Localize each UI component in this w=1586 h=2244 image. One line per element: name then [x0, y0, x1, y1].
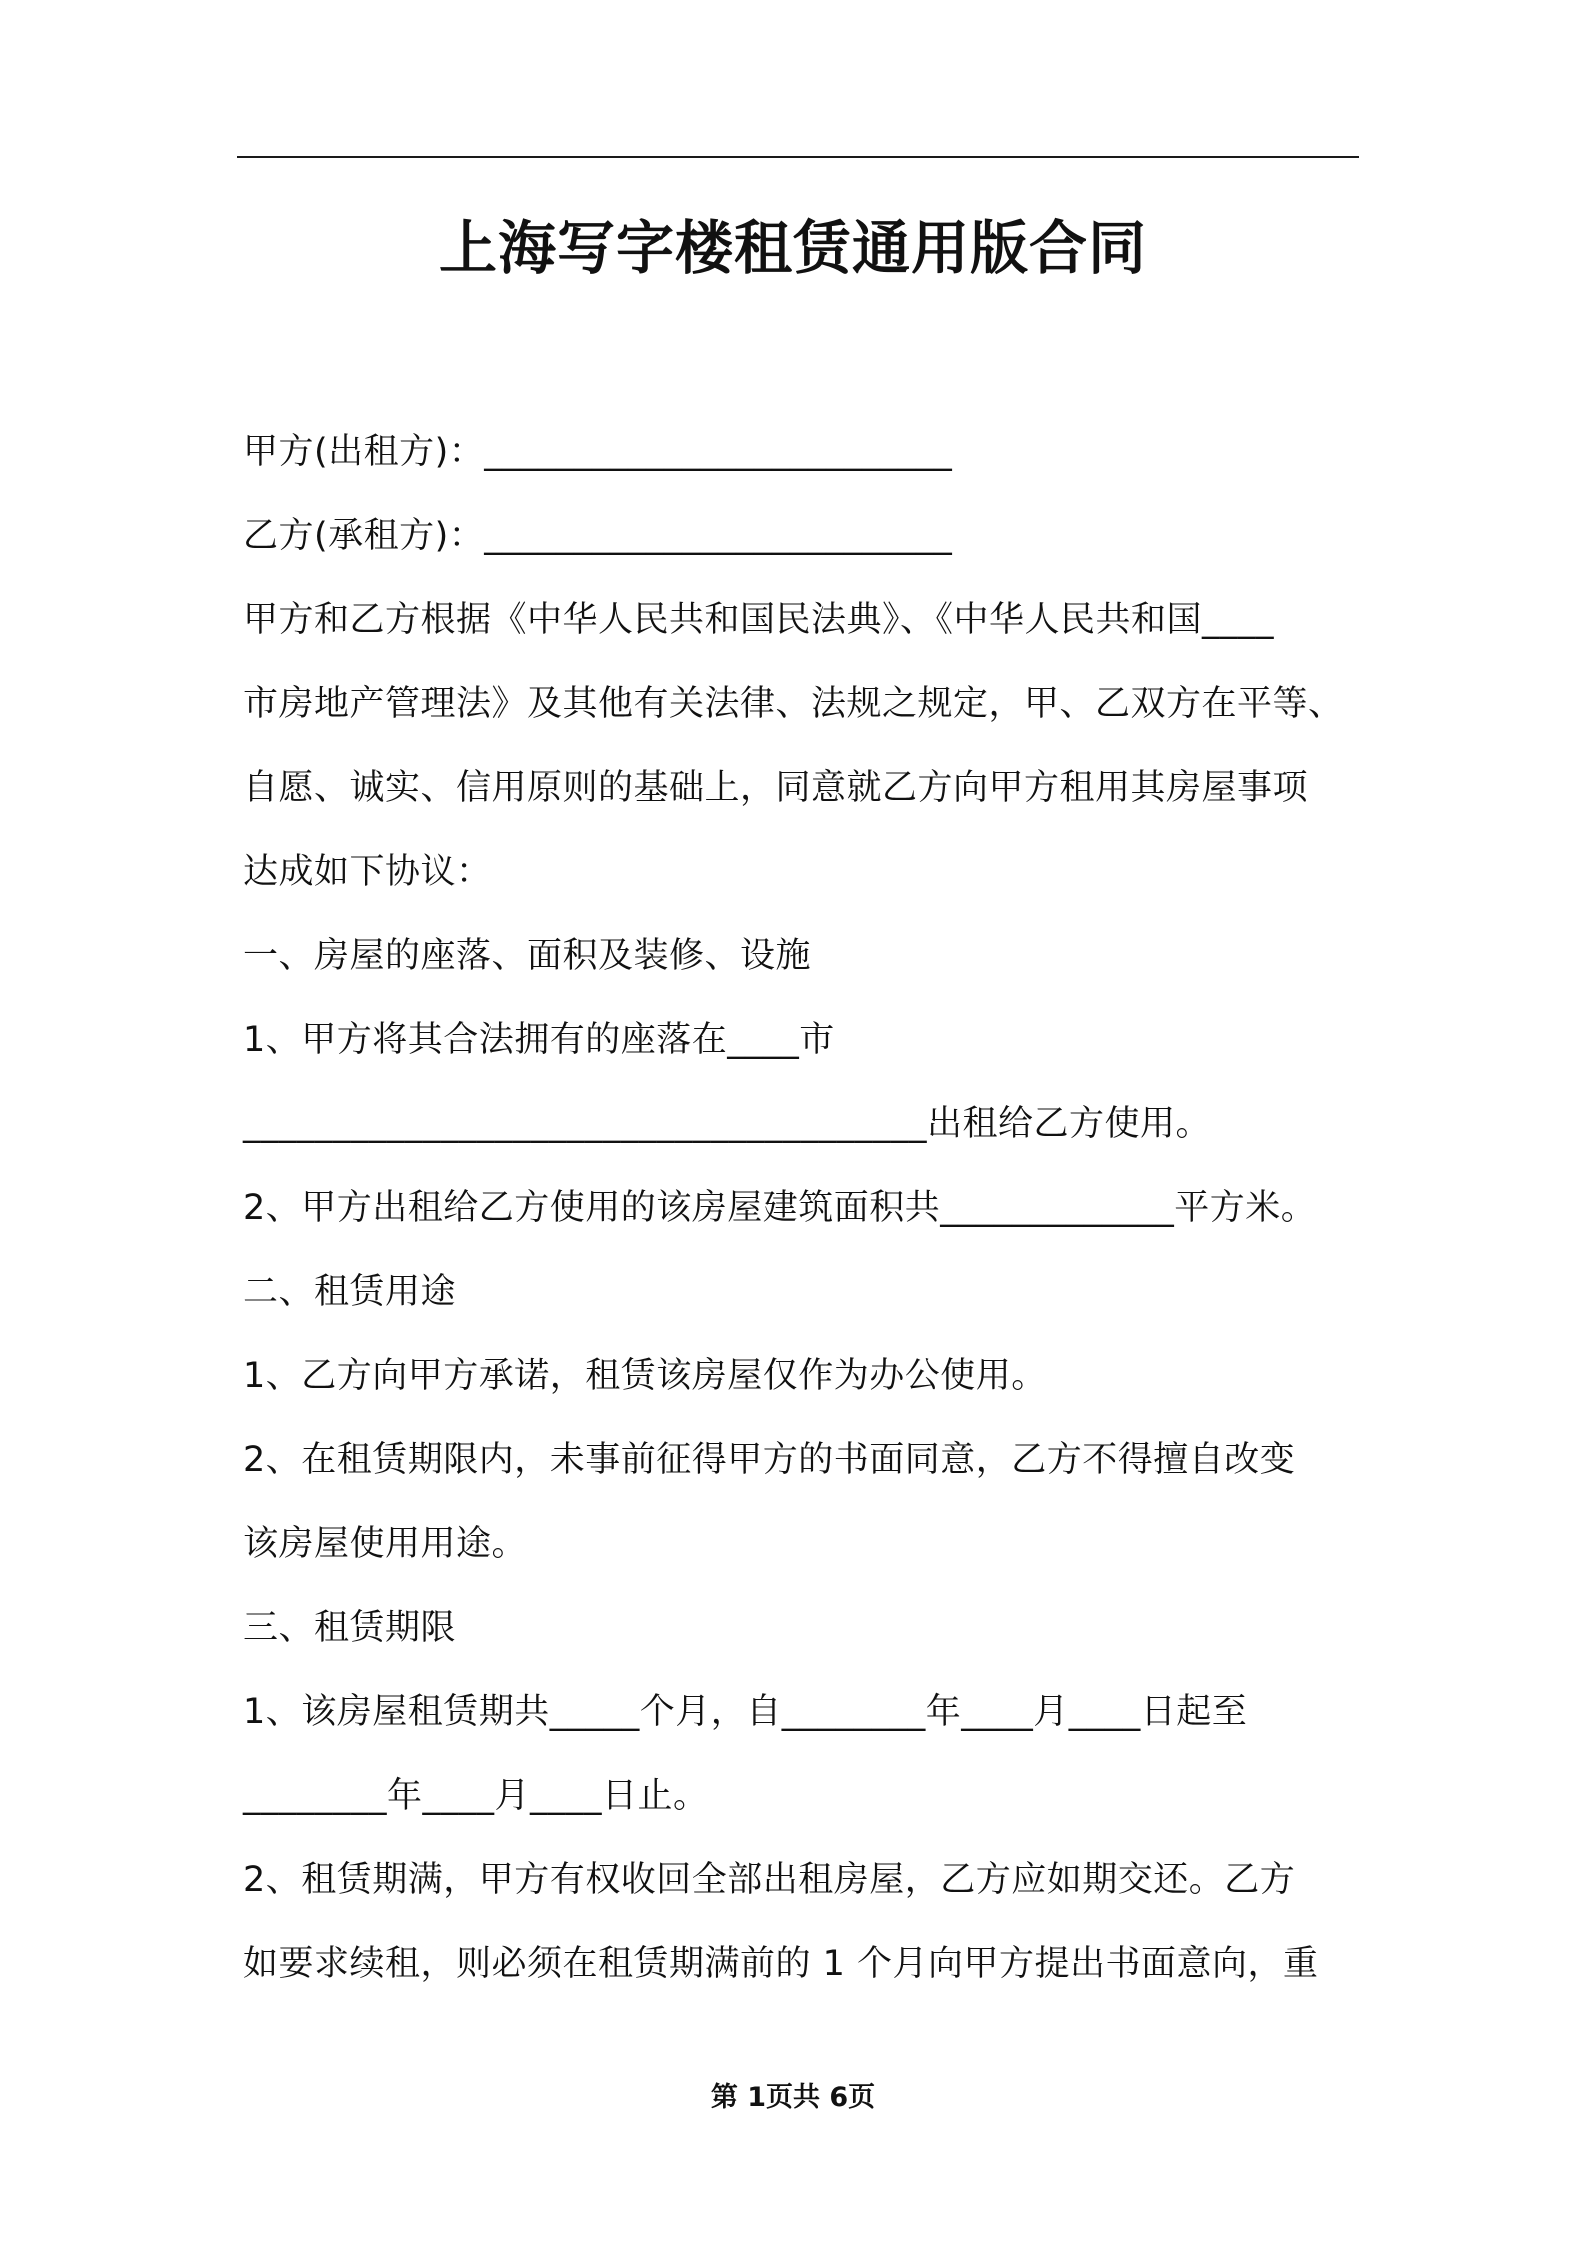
preamble-line: 自愿、诚实、信用原则的基础上，同意就乙方向甲方租用其房屋事项 — [243, 768, 1309, 808]
clause-line: 2、租赁期满，甲方有权收回全部出租房屋，乙方应如期交还。乙方 — [243, 1860, 1296, 1900]
party-b-line: 乙方(承租方)：__________________________ — [243, 516, 953, 556]
page-number: 第 1页共 6页 — [710, 2082, 876, 2113]
header-rule — [237, 156, 1359, 158]
clause-line: 1、甲方将其合法拥有的座落在____市 — [243, 1020, 835, 1060]
clause-line: 2、甲方出租给乙方使用的该房屋建筑面积共_____________平方米。 — [243, 1188, 1317, 1228]
clause-line: ______________________________________出租给乙方使用。 — [243, 1104, 1212, 1144]
clause-line: 2、在租赁期限内，未事前征得甲方的书面同意，乙方不得擅自改变 — [243, 1440, 1296, 1480]
section-heading: 二、租赁用途 — [243, 1272, 457, 1312]
preamble-line: 甲方和乙方根据《中华人民共和国民法典》、《中华人民共和国____ — [243, 600, 1275, 640]
clause-line: 如要求续租，则必须在租赁期满前的 1 个月向甲方提出书面意向，重 — [243, 1944, 1319, 1984]
clause-line: 1、乙方向甲方承诺，租赁该房屋仅作为办公使用。 — [243, 1356, 1047, 1396]
clause-line: ________年____月____日止。 — [243, 1776, 709, 1816]
clause-line: 该房屋使用用途。 — [243, 1524, 528, 1564]
preamble-line: 市房地产管理法》及其他有关法律、法规之规定，甲、乙双方在平等、 — [243, 684, 1344, 724]
preamble-line: 达成如下协议： — [243, 852, 492, 892]
section-heading: 一、房屋的座落、面积及装修、设施 — [243, 936, 812, 976]
party-a-line: 甲方(出租方)：__________________________ — [243, 432, 953, 472]
section-heading: 三、租赁期限 — [243, 1608, 457, 1648]
clause-line: 1、该房屋租赁期共_____个月，自________年____月____日起至 — [243, 1692, 1248, 1732]
contract-body — [243, 410, 1363, 2006]
document-title: 上海写字楼租赁通用版合同 — [438, 214, 1147, 282]
